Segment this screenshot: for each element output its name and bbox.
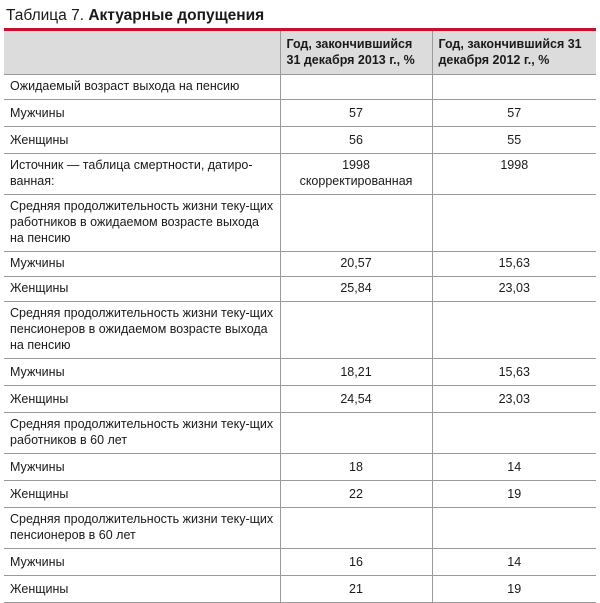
table-row xyxy=(4,75,596,100)
caption-number: Таблица 7. xyxy=(6,7,85,24)
row-label: Женщины xyxy=(4,127,280,154)
row-label: Средняя продолжительность жизни теку-щих пенсионеров в ожидаемом возрасте выхода на пенсию xyxy=(4,302,280,359)
table-header-row xyxy=(4,31,596,75)
table-row xyxy=(4,508,596,549)
table-row xyxy=(4,154,596,195)
table-row xyxy=(4,127,596,154)
header-2012: Год, закончившийся 31 декабря 2012 г., % xyxy=(432,31,596,75)
value-2012: 14 xyxy=(432,549,596,576)
value-2013: 1998 скорректированная xyxy=(280,154,432,195)
table-row xyxy=(4,413,596,454)
row-label: Источник — таблица смертности, датиро-ванная: xyxy=(4,154,280,195)
row-label: Средняя продолжительность жизни теку-щих работников в 60 лет xyxy=(4,413,280,454)
value-2012 xyxy=(432,413,596,454)
table-row xyxy=(4,252,596,277)
row-label: Женщины xyxy=(4,277,280,302)
row-label: Мужчины xyxy=(4,100,280,127)
actuarial-assumptions-table xyxy=(4,31,596,603)
value-2013: 18,21 xyxy=(280,359,432,386)
value-2012: 19 xyxy=(432,576,596,603)
value-2013 xyxy=(280,413,432,454)
row-label: Средняя продолжительность жизни теку-щих пенсионеров в 60 лет xyxy=(4,508,280,549)
value-2012: 23,03 xyxy=(432,277,596,302)
value-2013: 20,57 xyxy=(280,252,432,277)
header-2013: Год, закончившийся 31 декабря 2013 г., % xyxy=(280,31,432,75)
value-2012: 14 xyxy=(432,454,596,481)
table-row xyxy=(4,454,596,481)
value-2012: 57 xyxy=(432,100,596,127)
row-label: Мужчины xyxy=(4,359,280,386)
table-row xyxy=(4,100,596,127)
value-2012: 1998 xyxy=(432,154,596,195)
table-caption xyxy=(6,6,264,26)
value-2012: 55 xyxy=(432,127,596,154)
row-label: Женщины xyxy=(4,576,280,603)
table-row xyxy=(4,576,596,603)
table-row xyxy=(4,302,596,359)
value-2012: 15,63 xyxy=(432,252,596,277)
value-2013 xyxy=(280,302,432,359)
value-2013 xyxy=(280,195,432,252)
table-row xyxy=(4,195,596,252)
table-row xyxy=(4,277,596,302)
row-label: Средняя продолжительность жизни теку-щих работников в ожидаемом возрасте выхода на пенсию xyxy=(4,195,280,252)
header-label-column xyxy=(4,31,280,75)
table-row xyxy=(4,549,596,576)
value-2012 xyxy=(432,195,596,252)
row-label: Мужчины xyxy=(4,454,280,481)
value-2013 xyxy=(280,75,432,100)
value-2012: 23,03 xyxy=(432,386,596,413)
row-label: Женщины xyxy=(4,481,280,508)
row-label: Ожидаемый возраст выхода на пенсию xyxy=(4,75,280,100)
table-row xyxy=(4,481,596,508)
value-2012: 19 xyxy=(432,481,596,508)
row-label: Мужчины xyxy=(4,252,280,277)
value-2013: 22 xyxy=(280,481,432,508)
value-2012: 15,63 xyxy=(432,359,596,386)
value-2013: 16 xyxy=(280,549,432,576)
value-2013: 56 xyxy=(280,127,432,154)
value-2012 xyxy=(432,302,596,359)
caption-title: Актуарные допущения xyxy=(88,7,265,24)
row-label: Мужчины xyxy=(4,549,280,576)
value-2013: 21 xyxy=(280,576,432,603)
table-row xyxy=(4,386,596,413)
value-2013 xyxy=(280,508,432,549)
table-row xyxy=(4,359,596,386)
value-2013: 24,54 xyxy=(280,386,432,413)
value-2012 xyxy=(432,508,596,549)
value-2013: 25,84 xyxy=(280,277,432,302)
value-2013: 18 xyxy=(280,454,432,481)
row-label: Женщины xyxy=(4,386,280,413)
value-2013: 57 xyxy=(280,100,432,127)
value-2012 xyxy=(432,75,596,100)
